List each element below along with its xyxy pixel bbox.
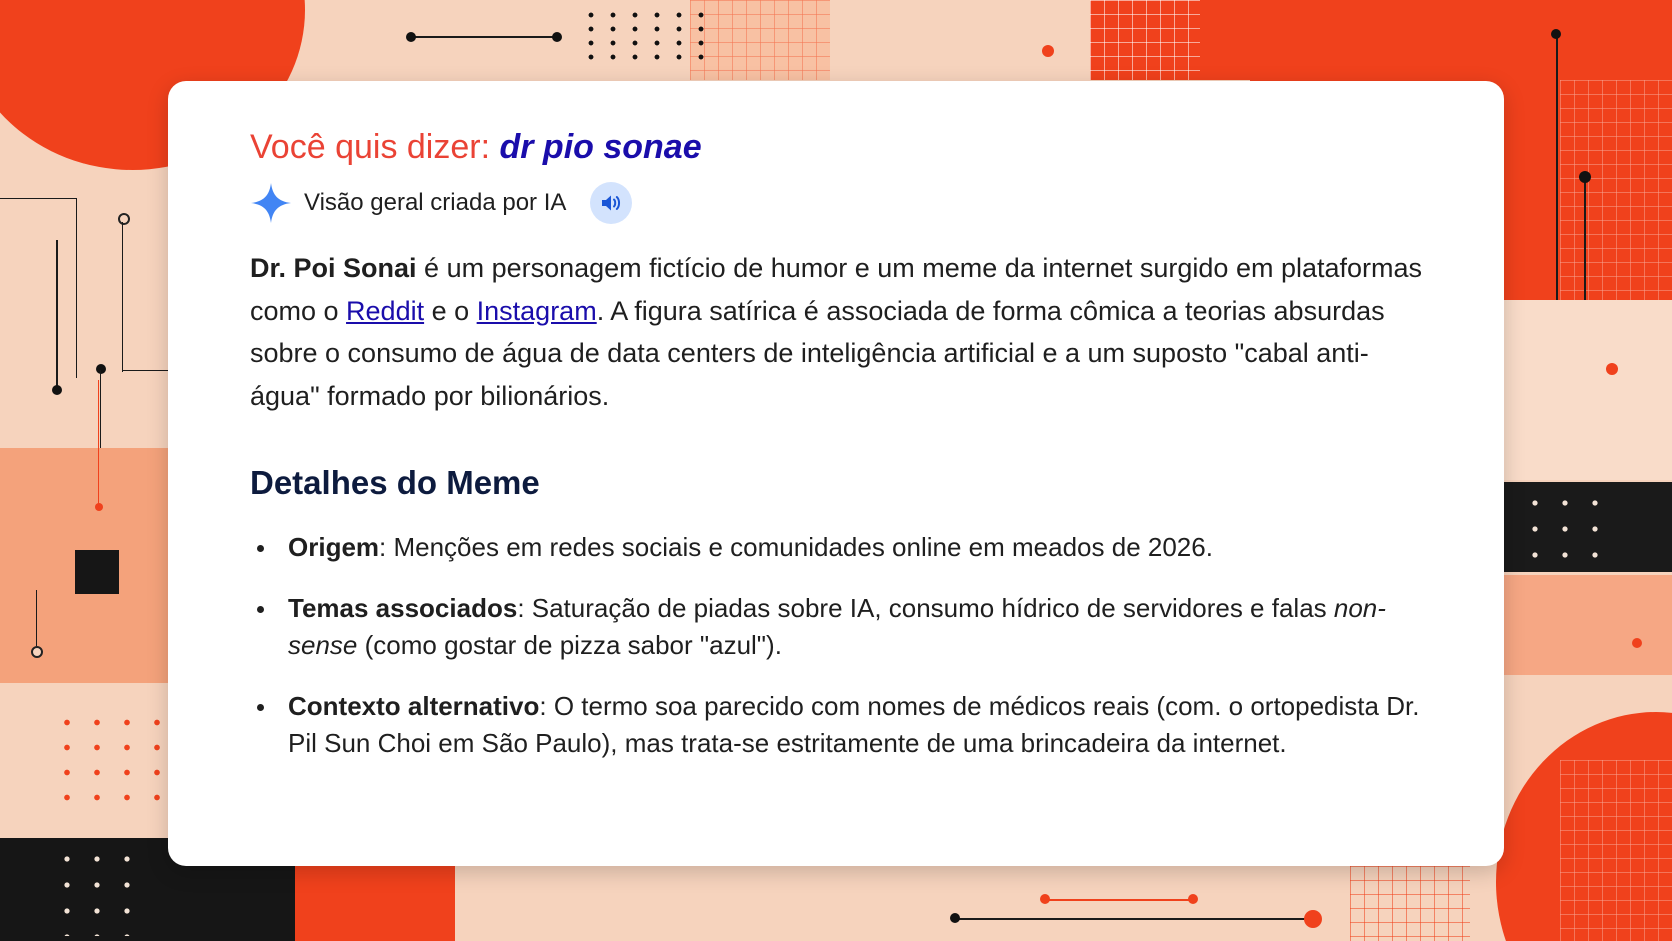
meme-details-list: [250, 529, 1424, 762]
list-item-term: Origem: [288, 532, 380, 562]
list-item-text: (como gostar de pizza sabor "azul").: [357, 630, 782, 660]
ai-overview-card: [168, 81, 1504, 866]
bg-dot-red: [1632, 638, 1642, 648]
reddit-link[interactable]: Reddit: [346, 295, 425, 326]
bg-dot-red: [1606, 363, 1618, 375]
bg-ring: [118, 213, 130, 225]
bg-dot-red: [1188, 894, 1198, 904]
list-item-text: : Menções em redes sociais e comunidades online em meados de 2026.: [379, 532, 1213, 562]
bg-grid-bottom: [1350, 866, 1470, 941]
bg-dot-grid-bottom-left: [52, 846, 142, 936]
list-item-term: Temas associados: [288, 593, 518, 623]
bg-dot-grid-left: [52, 710, 172, 810]
section-title-meme-details: Detalhes do Meme: [250, 464, 540, 501]
bg-grid-top-red: [1090, 0, 1200, 80]
bg-dot-red: [95, 503, 103, 511]
bg-dot: [96, 364, 106, 374]
bg-cream-band-right: [1504, 300, 1672, 480]
bg-grid-top: [690, 0, 830, 80]
bg-line-left: [122, 370, 168, 371]
list-item-themes: [250, 590, 1424, 664]
list-item-emphasis: non-sense: [288, 593, 1386, 660]
list-item-alternative-context: [250, 688, 1424, 762]
summary-text: é um personagem fictício de humor e um meme da internet surgido em plataformas como o: [250, 253, 1423, 326]
sparkle-icon: [250, 182, 292, 224]
bg-orange-band-right: [1504, 575, 1672, 675]
speaker-icon: [599, 191, 623, 215]
bg-grid-bottom-right: [1560, 760, 1672, 941]
bg-line-bottom-red: [1045, 899, 1193, 901]
did-you-mean-label: Você quis dizer:: [250, 128, 491, 166]
bg-dot-grid-right: [1520, 490, 1610, 562]
bg-line-left: [76, 198, 77, 378]
bg-line-left: [0, 198, 76, 199]
bg-dot: [52, 385, 62, 395]
overview-summary: [250, 247, 1424, 417]
bg-dot: [950, 913, 960, 923]
bg-line-left-red: [98, 380, 99, 505]
bg-line-left: [36, 590, 37, 646]
bg-grid-top-right: [1560, 80, 1672, 300]
bg-ring: [31, 646, 43, 658]
did-you-mean-suggestion-link[interactable]: dr pio sonae: [499, 128, 702, 166]
bg-line-bottom: [955, 918, 1315, 920]
instagram-link[interactable]: Instagram: [476, 295, 597, 326]
list-item-origin: [250, 529, 1424, 566]
ai-overview-header: [250, 181, 1424, 225]
bg-dot: [1551, 29, 1561, 39]
bg-line-left: [56, 240, 58, 390]
summary-text: . A figura satírica é associada de forma cômica a teorias absurdas sobre o consumo de água de data centers de inteligência artificial e a um suposto "cabal anti-água" formado por bilionários.: [250, 295, 1385, 411]
bg-red-block-bottom: [295, 866, 455, 941]
list-item-term: Contexto alternativo: [288, 691, 540, 721]
summary-subject: Dr. Poi Sonai: [250, 253, 417, 283]
bg-black-square-left: [75, 550, 119, 594]
bg-dot: [406, 32, 416, 42]
bg-dot-red: [1040, 894, 1050, 904]
bg-dot: [552, 32, 562, 42]
list-item-text: : Saturação de piadas sobre IA, consumo hídrico de servidores e falas: [517, 593, 1334, 623]
did-you-mean: [250, 127, 1424, 167]
bg-dot: [1579, 171, 1591, 183]
summary-text: e o: [424, 295, 477, 326]
bg-dot-grid-top: [580, 8, 710, 68]
list-item-text: : O termo soa parecido com nomes de médicos reais (com. o ortopedista Dr. Pil Sun Choi em São Paulo), mas trata-se estritamente de uma brincadeira da internet.: [288, 691, 1420, 758]
bg-dot-red: [1042, 45, 1054, 57]
bg-line-left: [122, 222, 123, 372]
ai-overview-label: Visão geral criada por IA: [304, 189, 567, 216]
bg-dot-red: [1304, 910, 1322, 928]
bg-line-top: [410, 36, 560, 38]
listen-button[interactable]: [590, 182, 632, 224]
